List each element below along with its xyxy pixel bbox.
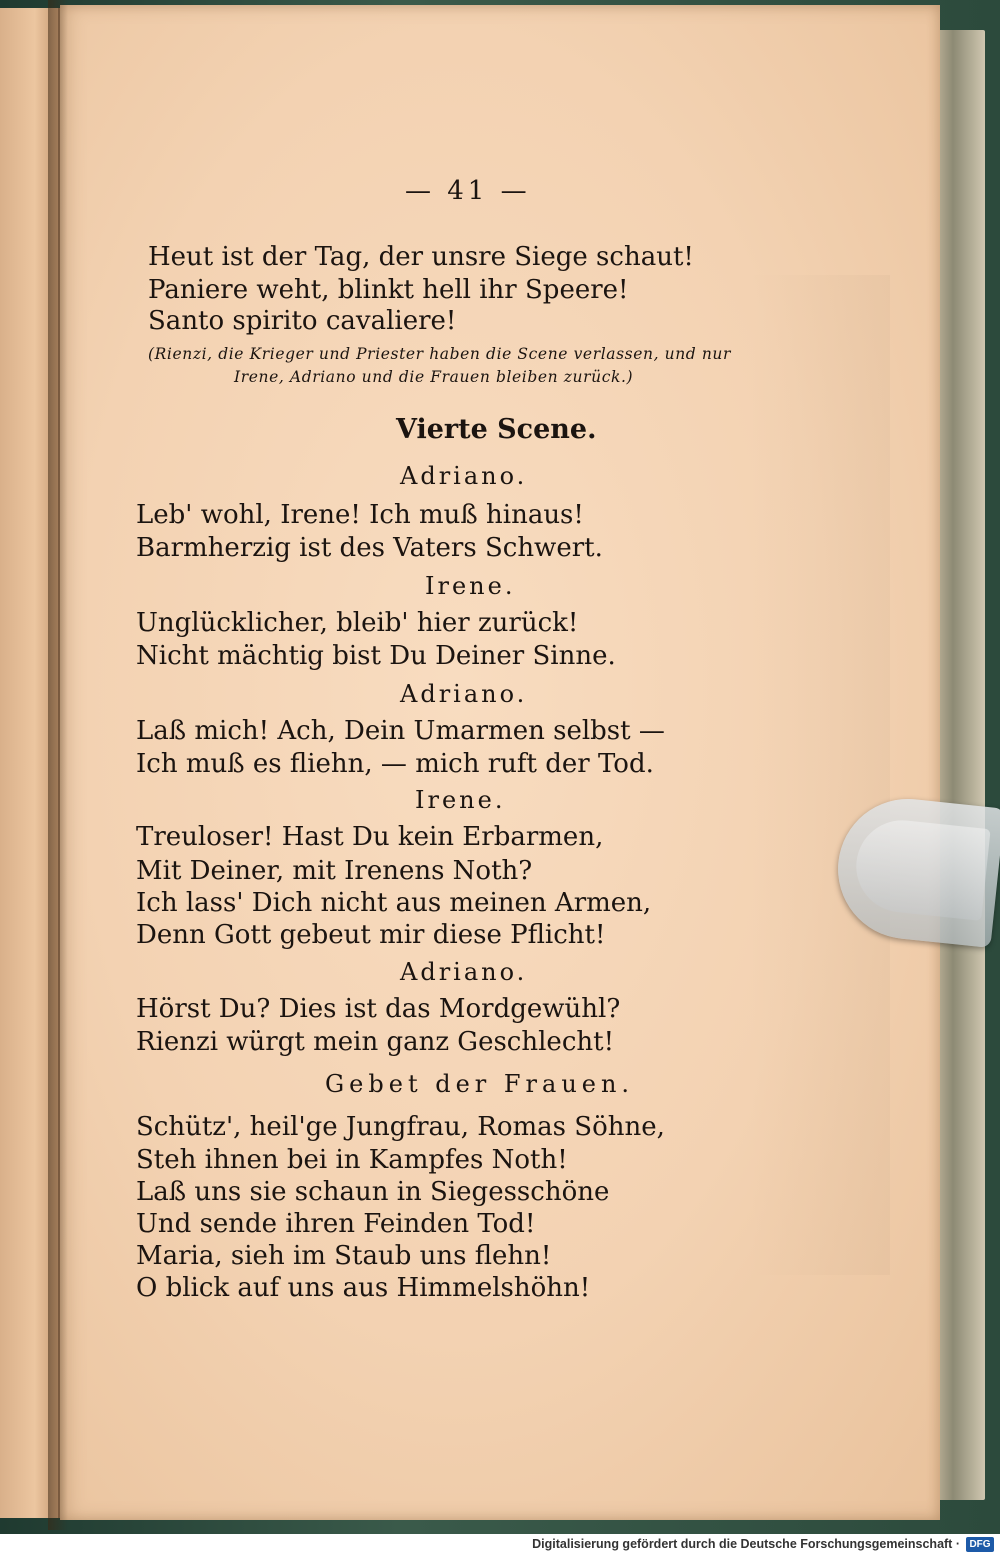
verse-line: Santo spirito cavaliere! xyxy=(148,306,457,336)
verse-line: Heut ist der Tag, der unsre Siege schaut! xyxy=(148,242,694,272)
speaker-name: Adriano. xyxy=(400,958,528,986)
dfg-logo: DFG xyxy=(966,1537,994,1552)
digitization-footer xyxy=(0,1534,1000,1556)
speaker-name: Adriano. xyxy=(400,680,528,708)
verse-line: Laß uns sie schaun in Siegesschöne xyxy=(136,1177,610,1207)
stage-direction-line: Irene, Adriano und die Frauen bleiben zurück.) xyxy=(234,368,634,386)
verse-line: Leb' wohl, Irene! Ich muß hinaus! xyxy=(136,500,584,530)
verse-line: Hörst Du? Dies ist das Mordgewühl? xyxy=(136,994,621,1024)
verse-line: Nicht mächtig bist Du Deiner Sinne. xyxy=(136,641,616,671)
spine-shadow xyxy=(48,0,68,1530)
bleed-through xyxy=(750,275,890,1275)
stage-direction-line: (Rienzi, die Krieger und Priester haben die Scene verlassen, und nur xyxy=(148,345,732,363)
verse-line: Unglücklicher, bleib' hier zurück! xyxy=(136,608,579,638)
speaker-name: Irene. xyxy=(415,786,506,814)
verse-line: Mit Deiner, mit Irenens Noth? xyxy=(136,856,533,886)
scene-title: Vierte Scene. xyxy=(396,414,597,445)
verse-line: Treuloser! Hast Du kein Erbarmen, xyxy=(136,822,604,852)
verse-line: Schütz', heil'ge Jungfrau, Romas Söhne, xyxy=(136,1112,665,1142)
speaker-name: Adriano. xyxy=(400,462,528,490)
verse-line: Maria, sieh im Staub uns flehn! xyxy=(136,1241,552,1271)
page-number: — 41 — xyxy=(405,176,531,206)
verse-line: Laß mich! Ach, Dein Umarmen selbst — xyxy=(136,716,665,746)
prayer-title: Gebet der Frauen. xyxy=(325,1070,635,1098)
speaker-name: Irene. xyxy=(425,572,516,600)
verse-line: Denn Gott gebeut mir diese Pflicht! xyxy=(136,920,606,950)
page-clip-highlight xyxy=(852,816,991,921)
verse-line: Barmherzig ist des Vaters Schwert. xyxy=(136,533,603,563)
verse-line: O blick auf uns aus Himmelshöhn! xyxy=(136,1273,591,1303)
verse-line: Paniere weht, blinkt hell ihr Speere! xyxy=(148,275,629,305)
verse-line: Ich lass' Dich nicht aus meinen Armen, xyxy=(136,888,652,918)
verse-line: Und sende ihren Feinden Tod! xyxy=(136,1209,536,1239)
verse-line: Ich muß es fliehn, — mich ruft der Tod. xyxy=(136,749,654,779)
verse-line: Steh ihnen bei in Kampfes Noth! xyxy=(136,1145,568,1175)
verse-line: Rienzi würgt mein ganz Geschlecht! xyxy=(136,1027,615,1057)
footer-credit: Digitalisierung gefördert durch die Deutsche Forschungsgemeinschaft · xyxy=(532,1537,960,1551)
